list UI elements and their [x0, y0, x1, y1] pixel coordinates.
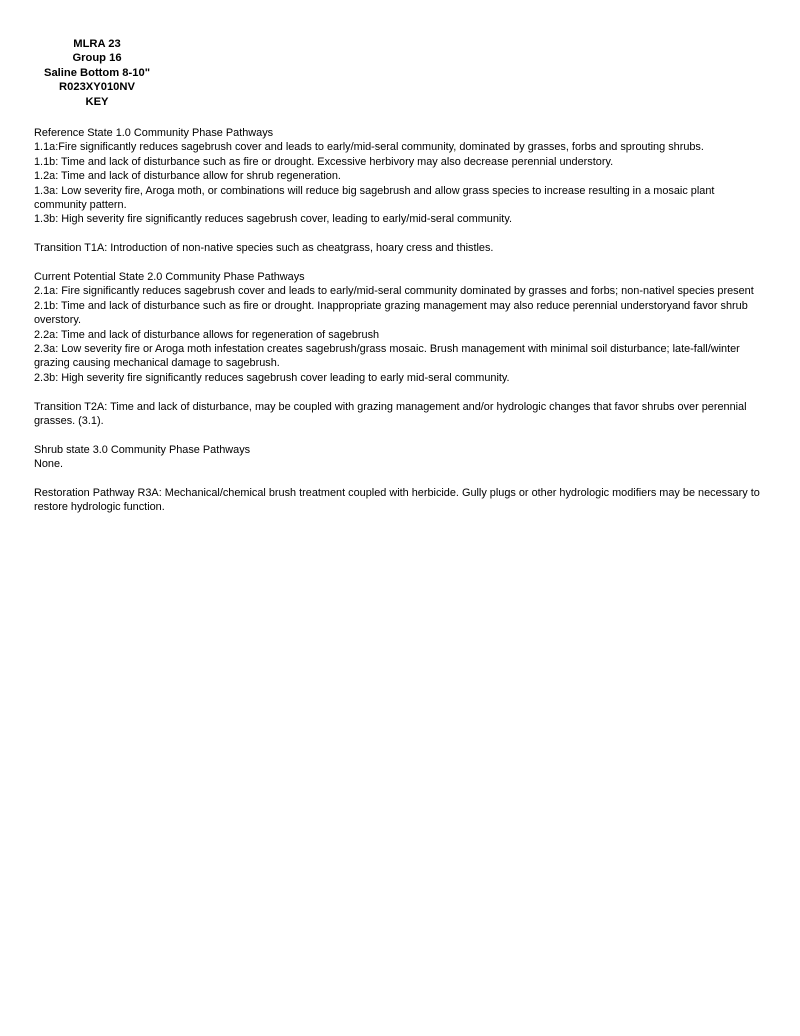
- document-header: [22, 37, 172, 109]
- pathway-item: 1.3b: High severity fire significantly reduces sagebrush cover, leading to early/mid-seral community.: [34, 213, 512, 226]
- section-title: Current Potential State 2.0 Community Phase Pathways: [34, 271, 305, 284]
- section-title: Transition T1A: Introduction of non-native species such as cheatgrass, hoary cress and thistles.: [34, 242, 494, 255]
- pathway-item: None.: [34, 458, 64, 471]
- header-site-id: R023XY010NV: [59, 81, 135, 94]
- pathway-item: 2.3b: High severity fire significantly reduces sagebrush cover leading to early mid-seral community.: [34, 371, 510, 384]
- pathway-item: 2.3a: Low severity fire or Aroga moth infestation creates sagebrush/grass mosaic. Brush management with minimal soil disturbance; late-fall/winter grazing causing mechanical damage to sagebrush.: [34, 343, 740, 370]
- pathway-item: 1.1b: Time and lack of disturbance such as fire or drought. Excessive herbivory may also decrease perennial understory.: [34, 155, 614, 168]
- pathway-item: 2.1b: Time and lack of disturbance such as fire or drought. Inappropriate grazing management may also reduce perennial understoryand favor shrub overstory.: [34, 299, 748, 327]
- header-group: Group 16: [72, 52, 122, 65]
- header-key: KEY: [85, 95, 109, 108]
- pathway-item: 2.2a: Time and lack of disturbance allows for regeneration of sagebrush: [34, 328, 380, 341]
- section-current-potential-state: [34, 270, 764, 385]
- section-restoration-pathway: [34, 486, 764, 515]
- section-shrub-state: [34, 443, 764, 472]
- header-mlra: MLRA 23: [73, 38, 121, 50]
- section-reference-state: [34, 126, 764, 227]
- pathway-item: 1.1a:Fire significantly reduces sagebrush cover and leads to early/mid-seral community, dominated by grasses, forbs and sprouting shrubs.: [34, 141, 704, 154]
- section-title: Restoration Pathway R3A: Mechanical/chemical brush treatment coupled with herbicide. Gully plugs or other hydrologic modifiers may be necessary to restore hydrologic function.: [34, 487, 760, 514]
- section-title: Shrub state 3.0 Community Phase Pathways: [34, 443, 251, 456]
- section-transition-t1a: [34, 241, 764, 255]
- document-body: [34, 126, 764, 529]
- pathway-item: 2.1a: Fire significantly reduces sagebrush cover and leads to early/mid-seral community dominated by grasses and forbs; non-nativel species present: [34, 285, 754, 298]
- section-title: Reference State 1.0 Community Phase Pathways: [34, 127, 274, 139]
- header-site-name: Saline Bottom 8-10": [43, 66, 150, 79]
- section-transition-t2a: [34, 400, 764, 429]
- pathway-item: 1.3a: Low severity fire, Aroga moth, or combinations will reduce big sagebrush and allow grass species to increase resulting in a mosaic plant community pattern.: [34, 184, 715, 212]
- pathway-item: 1.2a: Time and lack of disturbance allow for shrub regeneration.: [34, 170, 341, 183]
- section-title: Transition T2A: Time and lack of disturbance, may be coupled with grazing management and/or hydrologic changes that favor shrubs over perennial grasses. (3.1).: [34, 400, 747, 428]
